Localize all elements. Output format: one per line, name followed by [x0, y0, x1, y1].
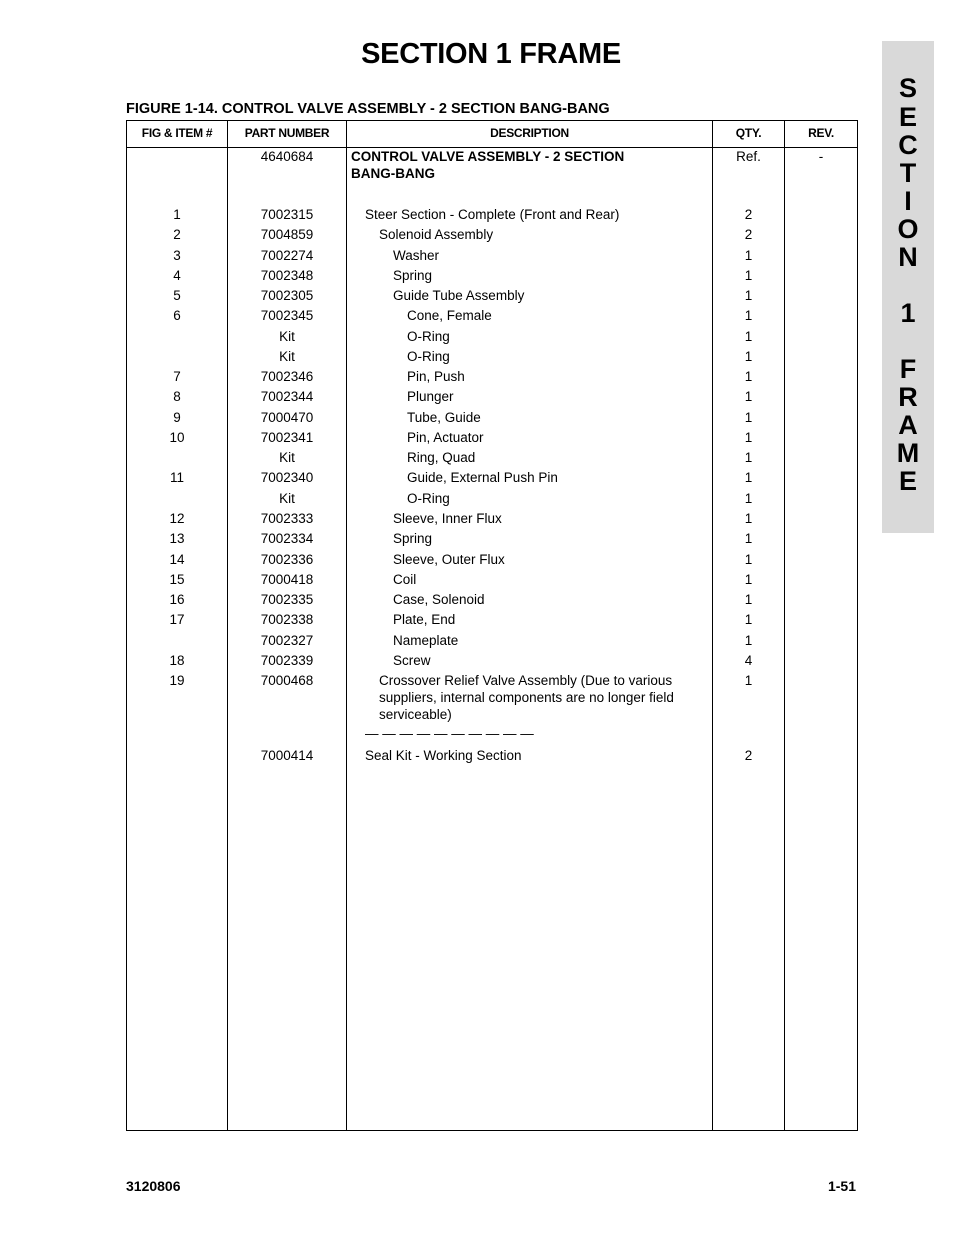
row-part-number: Kit [279, 349, 295, 364]
row-qty: 1 [744, 673, 753, 688]
row-qty: 1 [744, 329, 753, 344]
row-description: O-Ring [407, 329, 450, 344]
row-description: Nameplate [393, 633, 459, 648]
row-part-number: 4640684 [260, 149, 314, 164]
row-fig-item: 18 [169, 653, 185, 668]
row-part-number: 7000414 [260, 748, 314, 763]
row-part-number: Kit [279, 491, 295, 506]
row-fig-item: 16 [169, 592, 185, 607]
row-fig-item: 10 [169, 430, 185, 445]
row-fig-item: 14 [169, 552, 185, 567]
page-title: SECTION 1 FRAME [361, 38, 621, 70]
row-description: Plate, End [393, 612, 456, 627]
side-tab-letter: A [898, 410, 918, 440]
row-fig-item: 5 [173, 288, 181, 303]
row-qty: 1 [744, 470, 753, 485]
row-qty: 1 [744, 572, 753, 587]
row-description: Sleeve, Inner Flux [393, 511, 502, 526]
row-description: Guide Tube Assembly [393, 288, 525, 303]
row-qty: 1 [744, 430, 753, 445]
row-qty: 1 [744, 511, 753, 526]
row-part-number: 7002346 [260, 369, 314, 384]
row-fig-item: 7 [173, 369, 181, 384]
row-part-number: 7004859 [260, 227, 314, 242]
row-qty: 4 [744, 653, 753, 668]
row-description: Sleeve, Outer Flux [393, 552, 505, 567]
page-number: 1-51 [827, 1178, 856, 1194]
row-fig-item: 15 [169, 572, 185, 587]
side-tab-letter: N [898, 242, 918, 272]
header-qty: QTY. [735, 126, 762, 140]
column-divider [784, 121, 785, 1130]
row-qty: 1 [744, 389, 753, 404]
row-part-number: 7002339 [260, 653, 314, 668]
row-description: Washer [393, 248, 440, 263]
row-part-number: 7000470 [260, 410, 314, 425]
side-tab-letter: 1 [900, 298, 916, 328]
row-description: Plunger [407, 389, 454, 404]
row-qty: 1 [744, 248, 753, 263]
row-description: Tube, Guide [407, 410, 481, 425]
row-qty: 1 [744, 288, 753, 303]
side-tab-letter: M [896, 438, 920, 468]
row-fig-item: 2 [173, 227, 181, 242]
row-qty: 1 [744, 491, 753, 506]
row-qty: 1 [744, 308, 753, 323]
row-part-number: 7002348 [260, 268, 314, 283]
row-description: Guide, External Push Pin [407, 470, 558, 485]
row-description: Seal Kit - Working Section [365, 748, 522, 763]
row-description: Cone, Female [407, 308, 492, 323]
row-qty: Ref. [736, 149, 761, 164]
row-part-number: 7002274 [260, 248, 314, 263]
row-description: Ring, Quad [407, 450, 476, 465]
row-qty: 1 [744, 633, 753, 648]
row-description: Crossover Relief Valve Assembly (Due to various suppliers, internal components are no longer field serviceable) [379, 673, 674, 722]
row-description: CONTROL VALVE ASSEMBLY - 2 SECTION BANG-BANG [351, 149, 625, 181]
row-description: Solenoid Assembly [379, 227, 494, 242]
row-qty: 1 [744, 349, 753, 364]
row-qty: 1 [744, 268, 753, 283]
side-tab-letter: E [898, 466, 917, 496]
row-fig-item: 8 [173, 389, 181, 404]
header-rev: REV. [808, 126, 834, 140]
row-qty: 2 [744, 748, 753, 763]
row-part-number: 7000418 [260, 572, 314, 587]
row-fig-item: 3 [173, 248, 181, 263]
document-number: 3120806 [126, 1178, 181, 1194]
row-qty: 1 [744, 450, 753, 465]
column-divider [346, 121, 347, 1130]
row-fig-item: 9 [173, 410, 181, 425]
row-fig-item: 11 [169, 470, 184, 485]
row-qty: 2 [744, 207, 753, 222]
side-tab-letter: R [898, 382, 918, 412]
side-tab-letter: I [904, 186, 912, 216]
row-part-number: 7002338 [260, 612, 314, 627]
row-part-number: 7002336 [260, 552, 314, 567]
row-part-number: Kit [279, 329, 295, 344]
side-tab-letter: S [898, 73, 917, 103]
row-description: O-Ring [407, 349, 450, 364]
row-qty: 1 [744, 612, 753, 627]
side-tab-letter: T [899, 158, 917, 188]
row-part-number: 7002305 [260, 288, 314, 303]
row-description: Spring [393, 531, 433, 546]
side-tab-letter: F [899, 354, 917, 384]
row-rev: - [818, 149, 824, 164]
row-description: — — — — — — — — — — [365, 726, 534, 741]
row-description: Screw [393, 653, 431, 668]
figure-caption: FIGURE 1-14. CONTROL VALVE ASSEMBLY - 2 SECTION BANG-BANG [126, 101, 610, 117]
row-part-number: 7002334 [260, 531, 314, 546]
row-fig-item: 1 [173, 207, 181, 222]
row-part-number: Kit [279, 450, 295, 465]
row-part-number: 7002340 [260, 470, 314, 485]
row-part-number: 7002341 [260, 430, 314, 445]
row-qty: 1 [744, 531, 753, 546]
header-description: DESCRIPTION [490, 126, 569, 140]
row-part-number: 7002345 [260, 308, 314, 323]
parts-table [126, 120, 858, 1131]
row-part-number: 7002327 [260, 633, 314, 648]
row-qty: 1 [744, 552, 753, 567]
side-tab-letter: C [898, 130, 918, 160]
row-fig-item: 12 [169, 511, 185, 526]
row-description: Pin, Actuator [407, 430, 484, 445]
row-part-number: 7002344 [260, 389, 314, 404]
header-fig-item: FIG & ITEM # [141, 126, 213, 140]
section-side-tab [882, 41, 934, 533]
row-qty: 1 [744, 592, 753, 607]
side-tab-letter: E [898, 102, 917, 132]
row-qty: 1 [744, 410, 753, 425]
row-description: Steer Section - Complete (Front and Rear) [365, 207, 620, 222]
row-part-number: 7000468 [260, 673, 314, 688]
row-part-number: 7002333 [260, 511, 314, 526]
row-fig-item: 19 [169, 673, 185, 688]
header-part-number: PART NUMBER [244, 126, 330, 140]
row-fig-item: 4 [173, 268, 181, 283]
row-description: O-Ring [407, 491, 450, 506]
row-part-number: 7002335 [260, 592, 314, 607]
side-tab-letter: O [897, 214, 919, 244]
row-description: Pin, Push [407, 369, 465, 384]
row-part-number: 7002315 [260, 207, 314, 222]
row-fig-item: 13 [169, 531, 185, 546]
row-description: Case, Solenoid [393, 592, 485, 607]
row-fig-item: 17 [169, 612, 185, 627]
row-description: Spring [393, 268, 433, 283]
row-fig-item: 6 [173, 308, 181, 323]
row-qty: 2 [744, 227, 753, 242]
row-description: Coil [393, 572, 417, 587]
row-qty: 1 [744, 369, 753, 384]
